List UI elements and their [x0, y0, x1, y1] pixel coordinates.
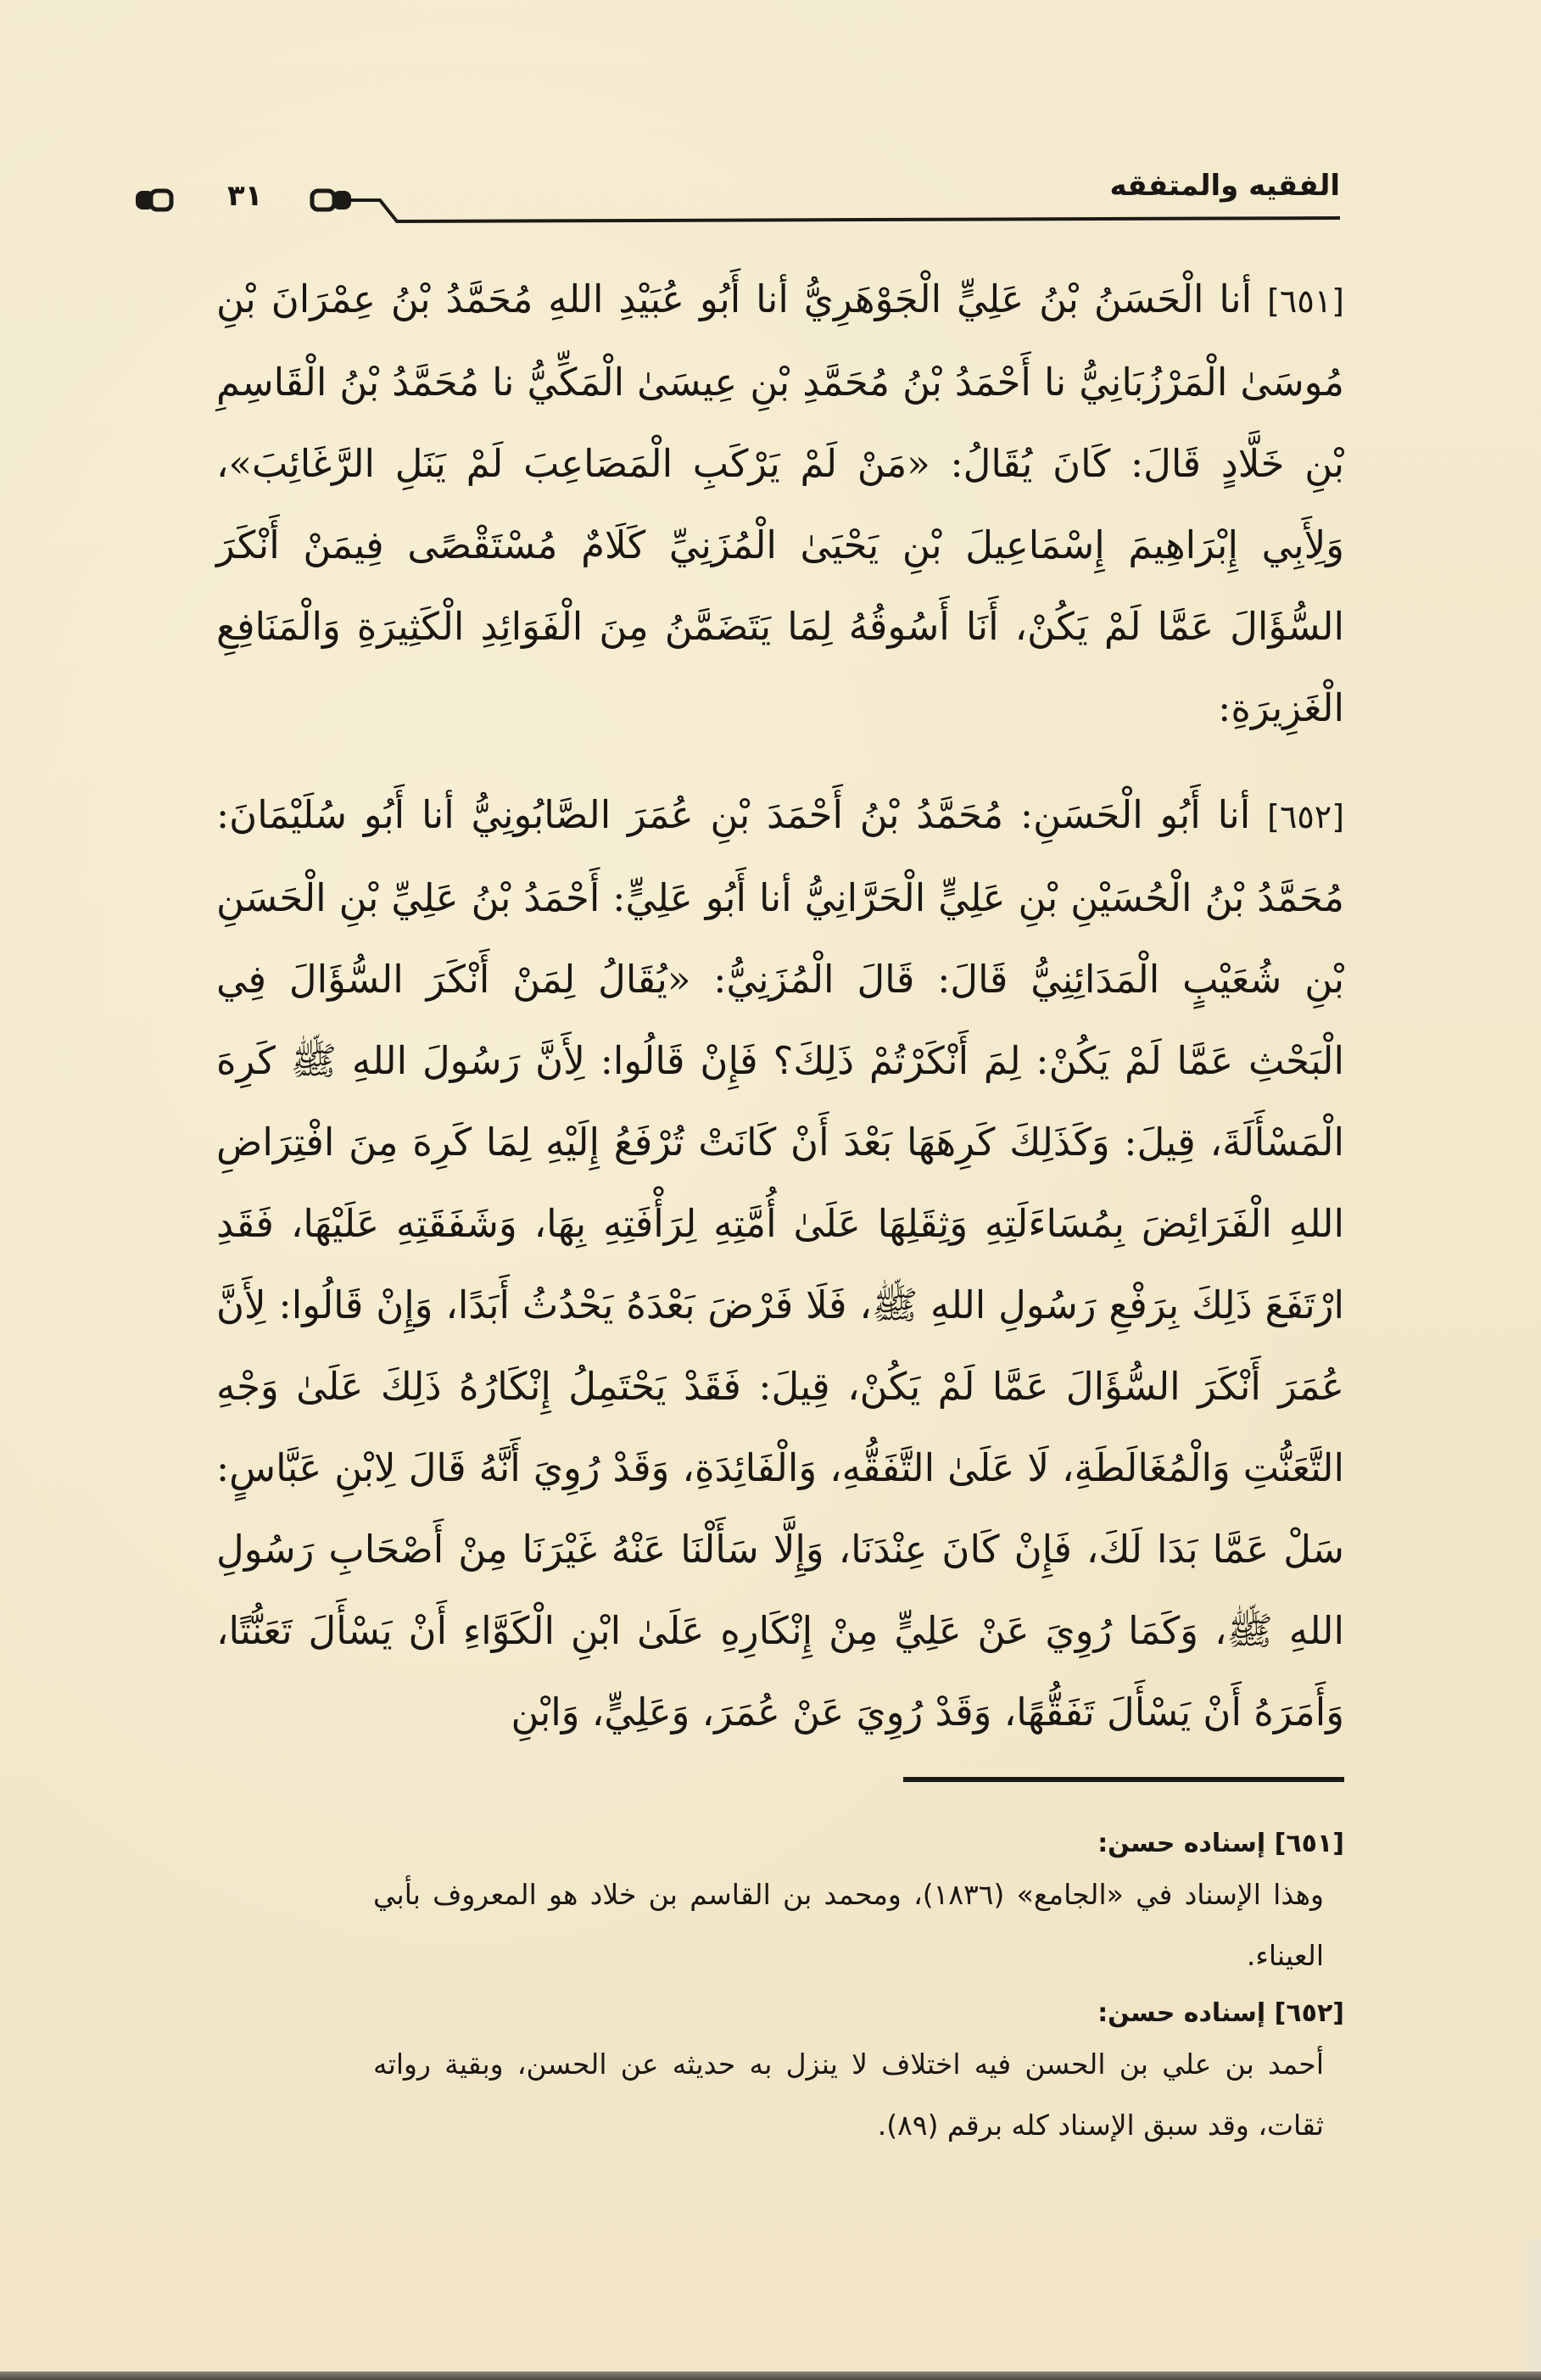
ornament-right-icon [312, 191, 351, 210]
paragraph-text: أنا الْحَسَنُ بْنُ عَلِيٍّ الْجَوْهَرِيُّ أنا أَبُو عُبَيْدِ اللهِ مُحَمَّدُ بْنُ عِمْرَانَ بْنِ مُوسَىٰ الْمَرْزُبَانِيُّ نا أَحْمَدُ بْنُ مُحَمَّدِ بْنِ عِيسَىٰ الْمَكِّيُّ نا مُحَمَّدُ بْنُ الْقَاسِمِ بْنِ خَلَّادٍ قَالَ: كَانَ يُقَالُ: «مَنْ لَمْ يَرْكَبِ الْمَصَاعِبَ لَمْ يَنَلِ الرَّغَائِبَ»، وَلِأَبِي إِبْرَاهِيمَ إِسْمَاعِيلَ بْنِ يَحْيَىٰ الْمُزَنِيِّ كَلَامٌ مُسْتَقْصًى فِيمَنْ أَنْكَرَ السُّؤَالَ عَمَّا لَمْ يَكُنْ، أَنَا أَسُوقُهُ لِمَا يَتَضَمَّنُ مِنَ الْفَوَائِدِ الْكَثِيرَةِ وَالْمَنَافِعِ الْغَزِيرَةِ: [216, 277, 1344, 730]
paragraph-text: أنا أَبُو الْحَسَنِ: مُحَمَّدُ بْنُ أَحْمَدَ بْنِ عُمَرَ الصَّابُونِيُّ أنا أَبُو سُلَيْمَانَ: مُحَمَّدُ بْنُ الْحُسَيْنِ بْنِ عَلِيٍّ الْحَرَّانِيُّ أنا أَبُو عَلِيٍّ: أَحْمَدُ بْنُ عَلِيِّ بْنِ الْحَسَنِ بْنِ شُعَيْبٍ الْمَدَائِنِيُّ قَالَ: قَالَ الْمُزَنِيُّ: «يُقَالُ لِمَنْ أَنْكَرَ السُّؤَالَ فِي الْبَحْثِ عَمَّا لَمْ يَكُنْ: لِمَ أَنْكَرْتُمْ ذَلِكَ؟ فَإِنْ قَالُوا: لِأَنَّ رَسُولَ اللهِ ﷺ كَرِهَ الْمَسْأَلَةَ، قِيلَ: وَكَذَلِكَ كَرِهَهَا بَعْدَ أَنْ كَانَتْ تُرْفَعُ إِلَيْهِ لِمَا كَرِهَ مِنَ افْتِرَاضِ اللهِ الْفَرَائِضَ بِمُسَاءَلَتِهِ وَثِقَلِهَا عَلَىٰ أُمَّتِهِ لِرَأْفَتِهِ بِهَا، وَشَفَقَتِهِ عَلَيْهَا، فَقَدِ ارْتَفَعَ ذَلِكَ بِرَفْعِ رَسُولِ اللهِ ﷺ، فَلَا فَرْضَ بَعْدَهُ يَحْدُثُ أَبَدًا، وَإِنْ قَالُوا: لِأَنَّ عُمَرَ أَنْكَرَ السُّؤَالَ عَمَّا لَمْ يَكُنْ، قِيلَ: فَقَدْ يَحْتَمِلُ إِنْكَارُهُ ذَلِكَ عَلَىٰ وَجْهِ التَّعَنُّتِ وَالْمُغَالَطَةِ، لَا عَلَىٰ التَّفَقُّهِ، وَالْفَائِدَةِ، وَقَدْ رُوِيَ أَنَّهُ قَالَ لِابْنِ عَبَّاسٍ: سَلْ عَمَّا بَدَا لَكَ، فَإِنْ كَانَ عِنْدَنَا، وَإِلَّا سَأَلْنَا عَنْهُ غَيْرَنَا مِنْ أَصْحَابِ رَسُولِ اللهِ ﷺ، وَكَمَا رُوِيَ عَنْ عَلِيٍّ مِنْ إِنْكَارِهِ عَلَىٰ ابْنِ الْكَوَّاءِ أَنْ يَسْأَلَ تَعَنُّتًا، وَأَمَرَهُ أَنْ يَسْأَلَ تَفَقُّهًا، وَقَدْ رُوِيَ عَنْ عُمَرَ، وَعَلِيٍّ، وَابْنِ [216, 792, 1344, 1735]
running-title: الفقيه والمتفقه [1109, 169, 1340, 203]
footnote-heading: [٦٥٢] إسناده حسن: [1097, 1998, 1344, 2028]
scan-bottom-edge [0, 2372, 1541, 2380]
paragraph-number: [٦٥١] [1267, 282, 1344, 320]
footnotes [373, 1824, 1344, 2156]
footnote-text: وهذا الإسناد في «الجامع» (١٨٣٦)، ومحمد بن القاسم بن خلاد هو المعروف بأبي العيناء. [373, 1878, 1324, 1972]
paragraph-651 [216, 259, 1344, 749]
main-text [216, 259, 1344, 1753]
footnote-651 [373, 1824, 1344, 1986]
footnote-652 [373, 1993, 1344, 2156]
footnote-text: أحمد بن علي بن الحسن فيه اختلاف لا ينزل به حديثه عن الحسن، وبقية رواته ثقات، وقد سبق الإسناد كله برقم (٨٩). [373, 2048, 1324, 2142]
page-edge-shadow [1519, 2239, 1541, 2380]
paragraph-652 [216, 774, 1344, 1753]
page-number: ٣١ [227, 179, 263, 213]
ornament-left-icon [136, 191, 171, 210]
paragraph-number: [٦٥٢] [1267, 798, 1345, 835]
footnote-heading: [٦٥١] إسناده حسن: [1097, 1829, 1344, 1858]
page-header [136, 165, 1340, 233]
footnote-divider [903, 1777, 1344, 1782]
